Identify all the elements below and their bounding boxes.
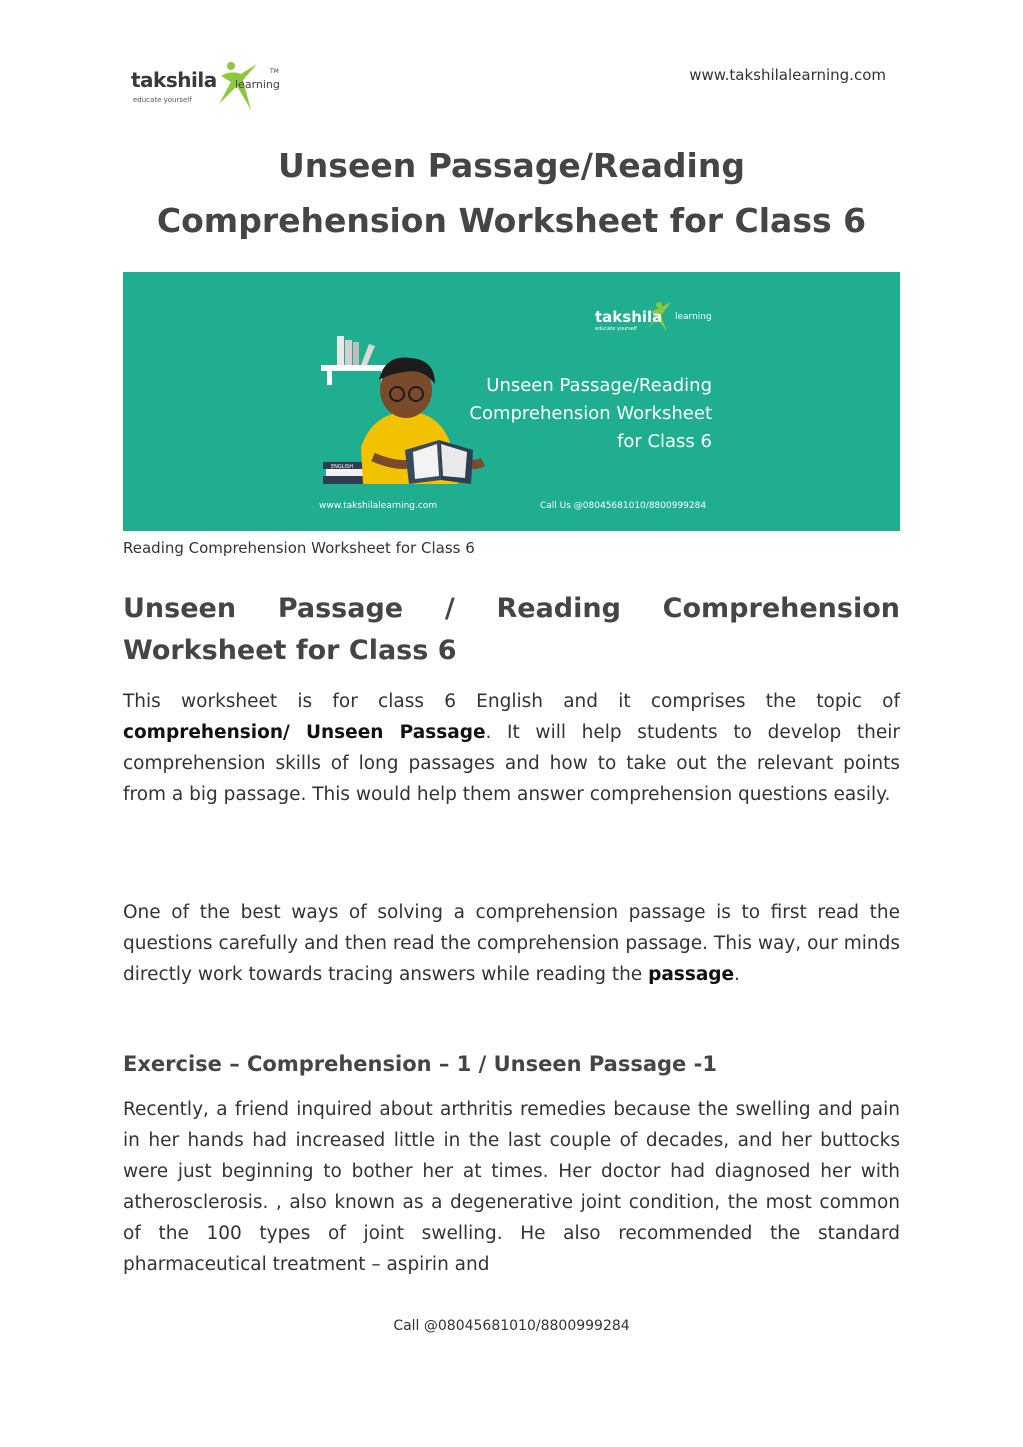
intro-text-before: This worksheet is for class 6 English and it comprises the topic of <box>123 691 900 712</box>
banner-image <box>123 272 900 531</box>
banner-logo-learning: learning <box>675 312 712 322</box>
image-caption: Reading Comprehension Worksheet for Class 6 <box>123 539 475 557</box>
tip-text-after: . <box>734 964 740 985</box>
takshila-logo <box>131 58 291 112</box>
page-title-line2: Comprehension Worksheet for Class 6 <box>156 201 867 240</box>
banner-title-line1: Unseen Passage/Reading <box>486 375 712 396</box>
banner-website: www.takshilalearning.com <box>319 501 438 511</box>
intro-text-bold: comprehension/ Unseen Passage <box>123 722 486 743</box>
banner-logo-brand: takshila <box>595 308 663 326</box>
banner-title-line2: Comprehension Worksheet <box>469 403 712 424</box>
section-heading-line1: Unseen Passage / Reading Comprehension <box>123 593 900 624</box>
logo-tagline: educate yourself <box>133 96 192 104</box>
tip-paragraph <box>123 897 900 990</box>
book-label: ENGLISH <box>331 464 353 470</box>
page-title-line1: Unseen Passage/Reading <box>278 146 745 185</box>
exercise-heading: Exercise – Comprehension – 1 / Unseen Passage -1 <box>123 1052 717 1076</box>
logo-brand-text: takshila <box>131 68 217 92</box>
logo-tm: TM <box>270 68 279 75</box>
logo-learning-text: learning <box>235 78 280 91</box>
tip-text-before: One of the best ways of solving a comprehension passage is to first read the questions carefully and then read the comprehension passage. This way, our minds directly work towards tracing answers while reading the <box>123 902 900 985</box>
banner-logo-tagline: educate yourself <box>595 326 637 332</box>
footer-call: Call @08045681010/8800999284 <box>393 1318 630 1334</box>
banner-title-line3: for Class 6 <box>616 431 712 452</box>
intro-paragraph <box>123 686 900 810</box>
intro-text-after: . It will help students to develop their comprehension skills of long passages and how to take out the relevant points from a big passage. This would help them answer comprehension questions easily. <box>123 722 900 805</box>
page-title <box>0 138 1023 248</box>
tip-text-bold: passage <box>648 964 735 985</box>
website-link[interactable]: www.takshilalearning.com <box>689 66 886 84</box>
exercise-passage: Recently, a friend inquired about arthritis remedies because the swelling and pain in her hands had increased little in the last couple of decades, and her buttocks were just beginning to bother her at times. Her doctor had diagnosed her with atherosclerosis. , also known as a degenerative joint condition, the most common of the 100 types of joint swelling. He also recommended the standard pharmaceutical treatment – aspirin and <box>123 1099 900 1275</box>
section-heading-line2: Worksheet for Class 6 <box>123 635 457 666</box>
banner-call: Call Us @08045681010/8800999284 <box>540 501 707 511</box>
banner-title <box>469 372 712 456</box>
